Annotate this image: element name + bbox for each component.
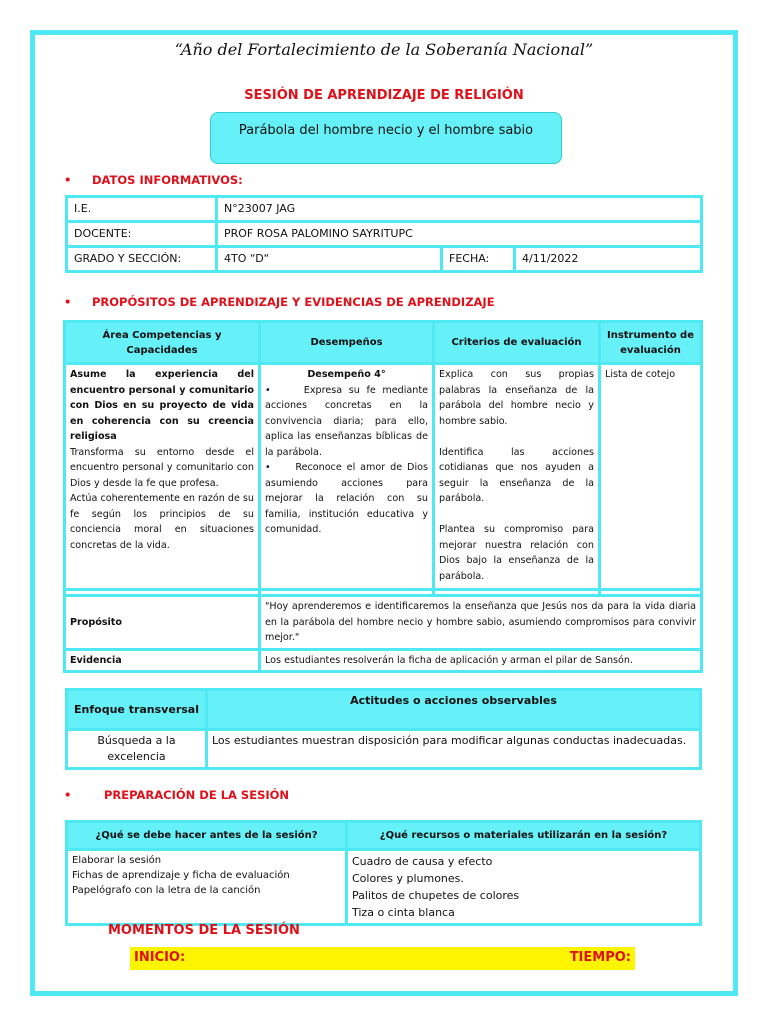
evidencia-label: Evidencia: [65, 649, 260, 672]
grado-label: GRADO Y SECCIÓN:: [67, 247, 217, 272]
section-label: PREPARACIÓN DE LA SESIÓN: [104, 788, 290, 802]
inicio-label: INICIO:: [134, 950, 186, 965]
header-criterios: Criterios de evaluación: [434, 322, 600, 364]
header-instrumento: Instrumento de evaluación: [600, 322, 702, 364]
competencias-cell: [65, 364, 260, 590]
instrumento: Lista de cotejo: [600, 364, 702, 590]
criterios-cell: [434, 364, 600, 590]
section-preparacion: • PREPARACIÓN DE LA SESIÓN: [64, 788, 290, 802]
ie-label: I.E.: [67, 197, 217, 222]
inicio-bar: [130, 947, 635, 970]
section-label: DATOS INFORMATIVOS:: [92, 173, 243, 187]
header-desempenos: Desempeños: [260, 322, 434, 364]
docente-label: DOCENTE:: [67, 222, 217, 247]
tiempo-label: TIEMPO:: [569, 950, 631, 965]
header-enfoque: Enfoque transversal: [67, 690, 207, 730]
criterio: Plantea su compromiso para mejorar nuestra relación con Dios bajo la enseñanza de la parábola.: [439, 524, 594, 582]
page-title: SESIÓN DE APRENDIZAJE DE RELIGIÓN: [244, 88, 524, 103]
list-item: Colores y plumones.: [352, 872, 464, 885]
list-item: Tiza o cinta blanca: [352, 906, 455, 919]
header-area: Área Competencias y Capacidades: [65, 322, 260, 364]
evidencia-text: Los estudiantes resolverán la ficha de aplicación y arman el pilar de Sansón.: [260, 649, 702, 672]
list-item: Elaborar la sesión: [72, 855, 162, 866]
section-momentos: MOMENTOS DE LA SESIÓN: [108, 923, 300, 938]
header-recursos: ¿Qué recursos o materiales utilizarán en la sesión?: [347, 822, 701, 850]
desempeno: • Reconoce el amor de Dios asumiendo acciones para mejorar la relación con su familia, institución educativa y comunidad.: [265, 462, 428, 535]
section-datos: • DATOS INFORMATIVOS:: [64, 173, 243, 187]
criterio: Identifica las acciones cotidianas que nos ayuden a seguir la enseñanza de la parábola.: [439, 446, 594, 504]
section-propositos: • PROPÓSITOS DE APRENDIZAJE Y EVIDENCIAS DE APRENDIZAJE: [64, 295, 495, 309]
fecha-label: FECHA:: [442, 247, 515, 272]
header-antes: ¿Qué se debe hacer antes de la sesión?: [67, 822, 347, 850]
capacidad: Transforma su entorno desde el encuentro personal y comunitario con Dios y desde la fe que profesa.: [70, 446, 254, 489]
recursos-cell: [347, 850, 701, 925]
grado-value: 4TO “D“: [217, 247, 442, 272]
competencia: Asume la experiencia del encuentro personal y comunitario con Dios en su proyecto de vida en coherencia con su creencia religiosa: [70, 369, 254, 442]
list-item: Papelógrafo con la letra de la canción: [72, 885, 261, 896]
capacidad: Actúa coherentemente en razón de su fe según los principios de su conciencia moral en situaciones concretas de la vida.: [70, 493, 255, 551]
criterio: Explica con sus propias palabras la enseñanza de la parábola del hombre necio y hombre sabio.: [439, 369, 594, 427]
proposito-text: "Hoy aprenderemos e identificaremos la enseñanza que Jesús nos da para la vida diaria en la parábola del hombre necio y hombre sabio, asumiendo compromisos para convivir mejor.": [260, 596, 702, 650]
propositos-table: [63, 320, 703, 673]
preparacion-table: [65, 820, 702, 926]
header-actitudes: Actitudes o acciones observables: [207, 690, 701, 730]
ie-value: N°23007 JAG: [217, 197, 702, 222]
list-item: Cuadro de causa y efecto: [352, 855, 493, 868]
actitud-value: Los estudiantes muestran disposición para modificar algunas conductas inadecuadas.: [207, 730, 701, 769]
proposito-label: Propósito: [65, 596, 260, 650]
desempenos-cell: [260, 364, 434, 590]
section-label: PROPÓSITOS DE APRENDIZAJE Y EVIDENCIAS DE APRENDIZAJE: [92, 295, 495, 309]
topic-box: Parábola del hombre necio y el hombre sabio: [210, 112, 562, 164]
list-item: Palitos de chupetes de colores: [352, 889, 520, 902]
list-item: Fichas de aprendizaje y ficha de evaluación: [72, 870, 290, 881]
motto: “Año del Fortalecimiento de la Soberanía Nacional”: [174, 40, 594, 59]
desempeno-title: Desempeño 4°: [307, 369, 386, 380]
fecha-value: 4/11/2022: [515, 247, 702, 272]
docente-value: PROF ROSA PALOMINO SAYRITUPC: [217, 222, 702, 247]
antes-cell: [67, 850, 347, 925]
enfoque-table: [65, 688, 702, 770]
desempeno: • Expresa su fe mediante acciones concretas en la convivencia diaria; para ello, aplica las enseñanzas bíblicas de la parábola.: [265, 384, 428, 458]
enfoque-value: Búsqueda a la excelencia: [67, 730, 207, 769]
datos-table: [65, 195, 703, 273]
